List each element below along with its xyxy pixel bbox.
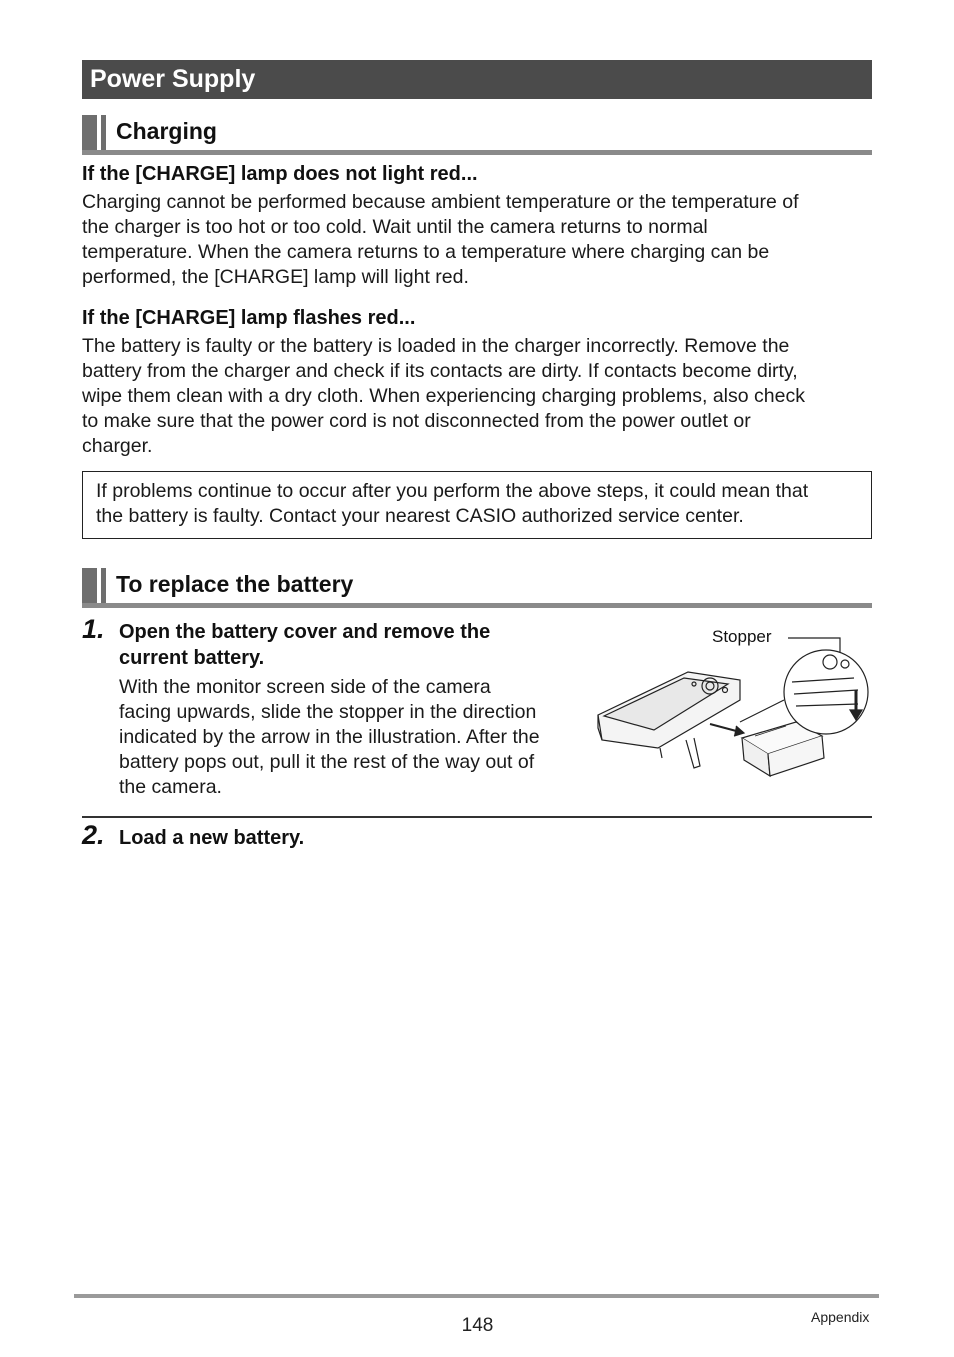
heading-marker [82,568,97,605]
text-line: facing upwards, slide the stopper in the direction [119,701,537,723]
lamp-flashes-text [82,334,872,459]
text-line: charger. [82,435,153,457]
text-line: wipe them clean with a dry cloth. When experiencing charging problems, also check [82,385,805,407]
text-line: The battery is faulty or the battery is loaded in the charger incorrectly. Remove the [82,335,790,357]
step-2-title: Load a new battery. [119,827,305,849]
lamp-flashes-heading: If the [CHARGE] lamp flashes red... [82,307,416,329]
replace-battery-heading [82,568,872,608]
step-1-number: 1. [82,614,105,644]
heading-rule [82,150,872,155]
stopper-label: Stopper [712,627,772,646]
heading-rule [82,603,872,608]
text-line: the camera. [119,776,222,798]
text-line: With the monitor screen side of the camera [119,676,491,698]
step-title-line: Open the battery cover and remove the [119,621,491,643]
battery-removal-illustration [590,620,872,780]
footer-section-label: Appendix [811,1309,870,1325]
note-line: If problems continue to occur after you perform the above steps, it could mean that [96,480,809,502]
step-1-title [119,619,490,671]
charging-heading [82,115,872,155]
footer-rule [74,1294,879,1298]
text-line: Charging cannot be performed because ambient temperature or the temperature of [82,191,799,213]
text-line: battery from the charger and check if its contacts are dirty. If contacts become dirty, [82,360,798,382]
heading-marker [101,115,106,152]
note-box [82,471,872,539]
text-line: temperature. When the camera returns to a temperature where charging can be [82,241,770,263]
step-1-body [119,675,579,800]
lamp-not-red-heading: If the [CHARGE] lamp does not light red... [82,163,478,185]
charging-heading-text: Charging [116,118,217,144]
text-line: indicated by the arrow in the illustration. After the [119,726,540,748]
heading-marker [101,568,106,605]
page-number: 148 [461,1315,494,1336]
text-line: the charger is too hot or too cold. Wait until the camera returns to normal [82,216,708,238]
step-divider [82,816,872,818]
replace-battery-heading-text: To replace the battery [116,571,354,597]
text-line: performed, the [CHARGE] lamp will light red. [82,266,469,288]
section-title: Power Supply [82,60,872,99]
step-2-number: 2. [82,820,105,850]
lamp-not-red-text [82,190,872,290]
heading-marker [82,115,97,152]
text-line: to make sure that the power cord is not disconnected from the power outlet or [82,410,751,432]
step-title-line: current battery. [119,647,265,669]
text-line: battery pops out, pull it the rest of the way out of [119,751,535,773]
note-line: the battery is faulty. Contact your nearest CASIO authorized service center. [96,505,744,527]
